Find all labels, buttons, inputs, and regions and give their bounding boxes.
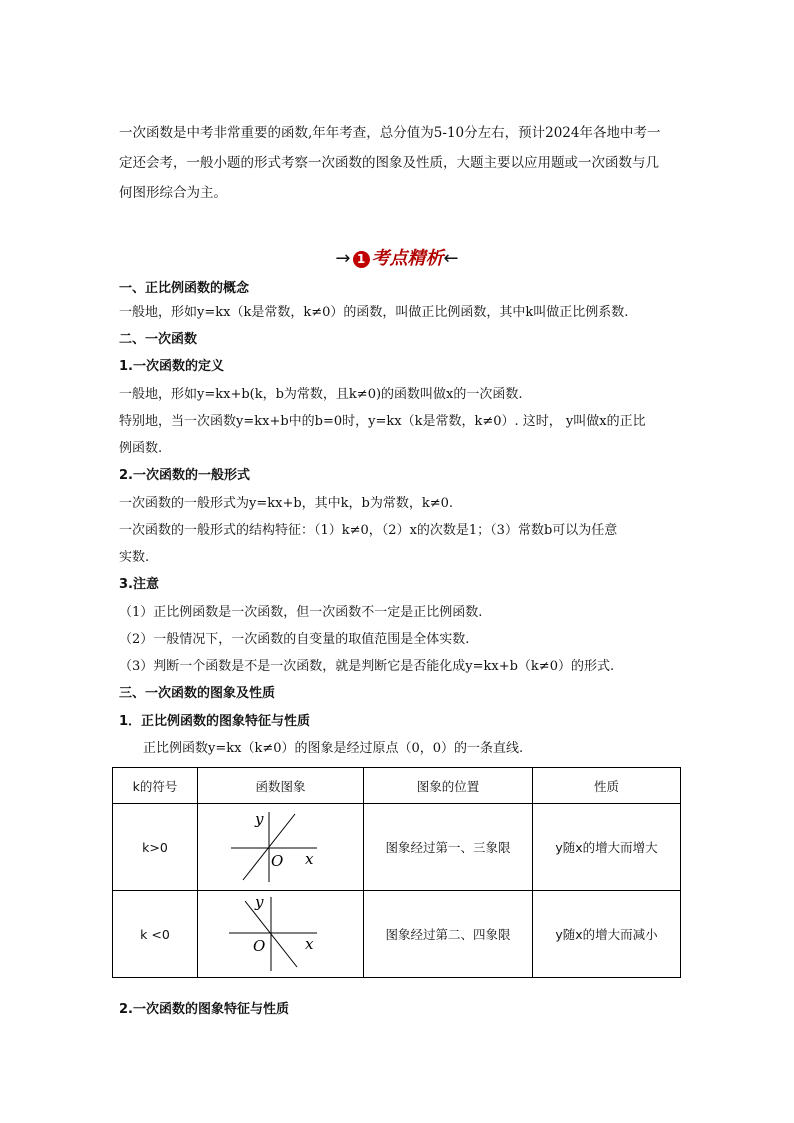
section-title [0,244,794,270]
right-arrow-icon: ← [443,248,459,269]
cell-k-sign: k>0 [113,804,198,891]
positive-slope-graph [221,806,341,886]
general-form-text: 一次函数的一般形式为y=kx+b，其中k，b为常数，k≠0. [119,496,454,511]
heading-linear-function: 二、一次函数 [119,332,198,347]
header-k-sign: k的符号 [113,768,198,804]
note-2: （2）一般情况下，一次函数的自变量的取值范围是全体实数. [119,632,470,647]
number-circle-icon: 1 [353,251,370,268]
intro-line-2: 定还会考，一般小题的形式考察一次函数的图象及性质，大题主要以应用题或一次函数与几 [119,155,659,171]
section-title-text: 考点精析 [371,248,444,269]
cell-property: y随x的增大而增大 [533,804,681,891]
cell-position: 图象经过第一、三象限 [364,804,533,891]
note-3: （3）判断一个函数是不是一次函数，就是判断它是否能化成y=kx+b（k≠0）的形式. [119,659,615,674]
intro-paragraph [119,118,679,208]
header-property: 性质 [533,768,681,804]
cell-graph [198,891,364,978]
heading-linear-definition: 1.一次函数的定义 [119,359,224,374]
proportional-graph-text: 正比例函数y=kx（k≠0）的图象是经过原点（0，0）的一条直线. [143,741,524,756]
structure-features-line-1: 一次函数的一般形式的结构特征：（1）k≠0，（2）x的次数是1；（3）常数b可以为任意 [119,523,618,538]
negative-slope-graph [221,893,341,973]
x-axis-label: x [304,849,313,868]
heading-linear-graph: 2.一次函数的图象特征与性质 [119,1002,289,1017]
cell-property: y随x的增大而减小 [533,891,681,978]
table-row [113,891,681,978]
properties-table [112,767,681,978]
cell-graph [198,804,364,891]
y-axis-label: y [254,809,263,828]
heading-notes: 3.注意 [119,577,159,592]
heading-proportional-concept: 一、正比例函数的概念 [119,281,250,296]
x-axis-label: x [304,934,313,953]
intro-line-3: 何图形综合为主。 [119,185,227,201]
special-case-line-2: 例函数. [119,441,163,456]
heading-graph-properties: 三、一次函数的图象及性质 [119,686,276,701]
proportional-definition: 一般地，形如y=kx（k是常数，k≠0）的函数，叫做正比例函数，其中k叫做正比例系数. [119,305,629,320]
special-case-line-1: 特别地，当一次函数y=kx+b中的b=0时，y=kx（k是常数，k≠0）. 这时， y叫做x的正比 [119,414,646,429]
cell-position: 图象经过第二、四象限 [364,891,533,978]
left-arrow-icon: → [335,248,351,269]
note-1: （1）正比例函数是一次函数，但一次函数不一定是正比例函数. [119,605,483,620]
intro-line-1: 一次函数是中考非常重要的函数,年年考查，总分值为5-10分左右，预计2024年各地中考一 [119,125,661,141]
header-graph: 函数图象 [198,768,364,804]
cell-k-sign: k <0 [113,891,198,978]
heading-general-form: 2.一次函数的一般形式 [119,468,250,483]
header-position: 图象的位置 [364,768,533,804]
linear-definition-text: 一般地，形如y=kx+b(k，b为常数，且k≠0)的函数叫做x的一次函数. [119,387,523,402]
table-header-row [113,768,681,804]
origin-label: O [270,851,283,870]
table-row [113,804,681,891]
y-axis-label: y [254,892,263,911]
structure-features-line-2: 实数. [119,550,150,565]
heading-proportional-graph: 1．正比例函数的图象特征与性质 [119,714,311,729]
origin-label: O [252,936,265,955]
